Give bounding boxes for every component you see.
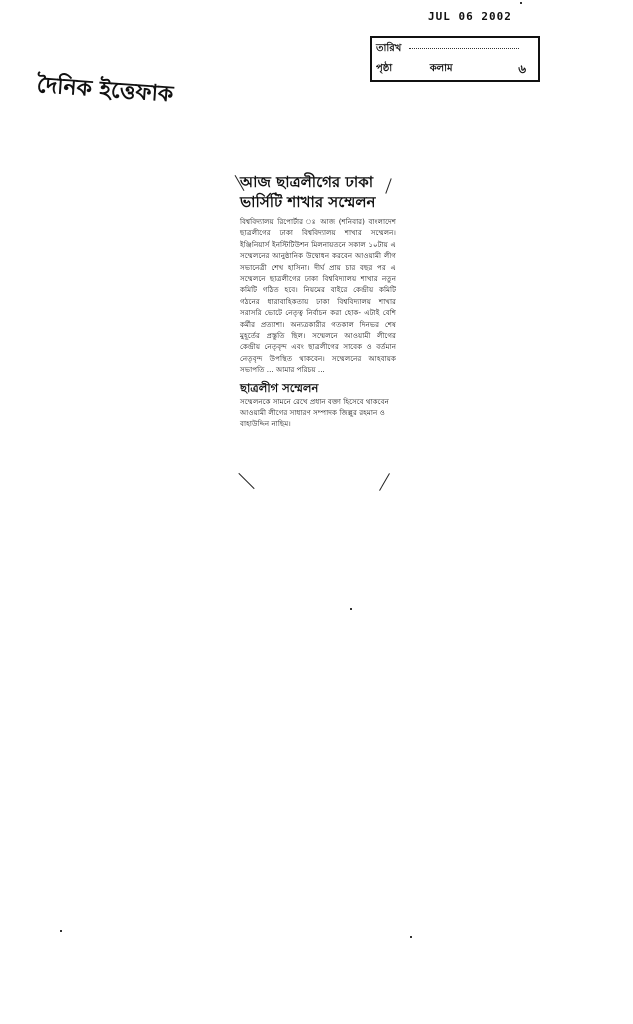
stamp-row-page — [376, 61, 534, 79]
news-clipping — [236, 172, 396, 502]
clipping-stamp-box — [370, 36, 540, 82]
stamp-date-label: তারিখ — [376, 43, 402, 54]
stamp-page-value: ৬ — [518, 62, 526, 76]
stamp-date-line — [409, 48, 519, 49]
article-body: বিশ্ববিদ্যালয় রিপোর্টার ঃ আজ (শনিবার) বাংলাদেশ ছাত্রলীগের ঢাকা বিশ্ববিদ্যালয় শাখার সম্মেলন। ইঞ্জিনিয়ার্স ইনস্টিটিউশন মিলনায়তনে সকাল ১০টায় এ সম্মেলনের আনুষ্ঠানিক উদ্বোধন করবেন আওয়ামী লীগ সভানেত্রী শেখ হাসিনা। দীর্ঘ প্রায় চার বছর পর এ সম্মেলনে ছাত্রলীগের ঢাকা বিশ্ববিদ্যালয় শাখার নতুন কমিটি গঠিত হবে। নিয়মের বাইরে কেন্দ্রীয় কমিটি গঠনের ধারাবাহিকতায় ঢাকা বিশ্ববিদ্যালয় শাখার সরাসরি ভোটে নেতৃত্ব নির্বাচন করা হোক- এটাই বেশি কর্মীর প্রত্যাশা। অন্যত্রকারীর গতকাল দিনভর শেষ মুহূর্তের প্রস্তুতি ছিল। সম্মেলনে আওয়ামী লীগের কেন্দ্রীয় নেতৃবৃন্দ এবং ছাত্রলীগের সাবেক ও বর্তমান নেতৃবৃন্দ উপস্থিত থাকবেন। সম্মেলনের আহবায়ক সভাপতি ... আমার পরিচয় ... — [240, 217, 396, 375]
scan-speck — [60, 930, 62, 932]
stamp-column-label: কলাম — [429, 63, 453, 74]
scan-speck — [520, 2, 522, 4]
article-body-continued: সম্মেলনকে সামনে রেখে প্রধান বক্তা হিসেবে থাকবেন আওয়ামী লীগের সাধারণ সম্পাদক জিল্লুর রহমান ও বাহাউদ্দিন নাছিম। — [240, 396, 389, 428]
stamp-row-date — [376, 41, 534, 59]
scan-speck — [350, 608, 352, 610]
newspaper-name: দৈনিক ইত্তেফাক — [35, 71, 175, 108]
scan-speck — [410, 936, 412, 938]
article-subheading: ছাত্রলীগ সম্মেলন — [240, 380, 319, 395]
stamp-page-label: পৃষ্ঠা — [376, 63, 393, 74]
received-date-stamp: JUL 06 2002 — [428, 10, 512, 23]
article-headline: আজ ছাত্রলীগের ঢাকা ভার্সিটি শাখার সম্মেলন — [240, 173, 376, 211]
